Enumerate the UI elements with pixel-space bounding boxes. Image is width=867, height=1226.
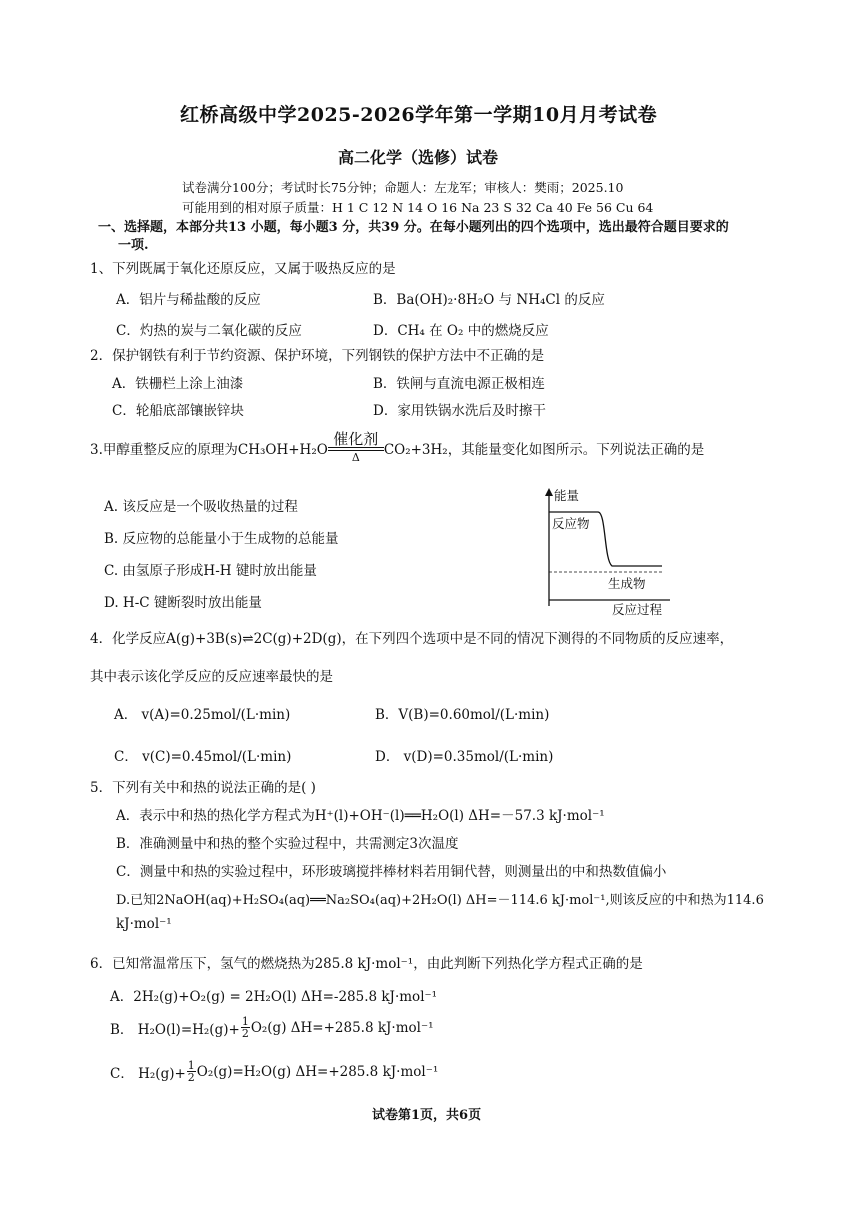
y-axis-arrow [545,488,553,496]
product-label: 生成物 [608,576,646,591]
q6-option-c-fraction [187,1060,196,1083]
fraction-denominator: 2 [187,1071,195,1084]
q6-option-b-fraction [241,1016,250,1039]
catalyst-arrow [328,432,384,464]
q3-option-d: D. H-C 键断裂时放出能量 [104,595,262,611]
q1-option-d: D．CH₄ 在 O₂ 中的燃烧反应 [373,323,549,339]
q6-option-b-pre: B． H₂O(l)=H₂(g)+ [110,1021,240,1038]
q3-option-b: B. 反应物的总能量小于生成物的总能量 [104,531,339,547]
q6-option-c-pre: C． H₂(g)+ [110,1065,186,1082]
section-heading: 一、选择题，本部分共13 小题，每小题3 分，共39 分。在每小题列出的四个选项中，选出最符合题目要求的 [98,220,729,235]
q5-option-a: A．表示中和热的热化学方程式为H⁺(l)+OH⁻(l)══H₂O(l) ΔH=－57.3 kJ·mol⁻¹ [116,808,605,824]
q6-stem: 6．已知常温常压下，氢气的燃烧热为285.8 kJ·mol⁻¹，由此判断下列热化学方程式正确的是 [90,956,643,972]
page-footer: 试卷第1页，共6页 [372,1108,482,1123]
exam-title: 红桥高级中学2025-2026学年第一学期10月月考试卷 [180,104,658,126]
q6-option-b [110,1016,434,1039]
exam-subtitle: 高二化学（选修）试卷 [338,148,499,167]
heat-label: Δ [351,451,360,464]
q5-option-b: B．准确测量中和热的整个实验过程中，共需测定3次温度 [116,836,459,852]
q1-option-a: A．铝片与稀盐酸的反应 [116,292,261,308]
q2-option-c: C．轮船底部镶嵌锌块 [112,403,244,419]
q4-stem-line2: 其中表示该化学反应的反应速率最快的是 [90,669,333,685]
q4-stem-line1: 4．化学反应A(g)+3B(s)⇌2C(g)+2D(g)，在下列四个选项中是不同的情况下测得的不同物质的反应速率， [90,631,734,647]
q3-stem-post: CO₂+3H₂，其能量变化如图所示。下列说法正确的是 [383,442,705,458]
q5-stem: 5．下列有关中和热的说法正确的是( ) [90,780,316,796]
q6-option-a: A．2H₂(g)+O₂(g) = 2H₂O(l) ΔH=-285.8 kJ·mol⁻¹ [110,989,438,1005]
q1-option-c: C．灼热的炭与二氧化碳的反应 [116,323,302,339]
energy-diagram-svg [540,486,680,616]
q3-option-a: A. 该反应是一个吸收热量的过程 [104,499,298,515]
q4-option-a: A． v(A)=0.25mol/(L·min) [114,707,291,723]
q6-option-c [110,1060,438,1083]
q6-option-c-post: O₂(g)=H₂O(g) ΔH=+285.8 kJ·mol⁻¹ [196,1063,439,1080]
energy-axis-label: 能量 [554,488,580,503]
q1-option-b: B．Ba(OH)₂·8H₂O 与 NH₄Cl 的反应 [373,292,605,308]
q2-option-a: A．铁栅栏上涂上油漆 [112,376,244,392]
atomic-mass-line: 可能用到的相对原子质量：H 1 C 12 N 14 O 16 Na 23 S 32 Ca 40 Fe 56 Cu 64 [182,200,654,215]
reaction-progress-label: 反应过程 [612,602,663,617]
q5-option-d-line2: kJ·mol⁻¹ [116,916,172,932]
q5-option-c: C．测量中和热的实验过程中，环形玻璃搅拌棒材料若用铜代替，则测量出的中和热数值偏小 [116,864,667,880]
q3-stem-pre: 3.甲醇重整反应的原理为CH₃OH+H₂O [90,442,328,458]
q2-option-b: B．铁闸与直流电源正极相连 [373,376,545,392]
q2-option-d: D．家用铁锅水洗后及时擦干 [373,403,546,419]
energy-diagram [540,486,680,616]
section-heading-cont: 一项. [118,238,149,253]
q5-option-d-line1: D.已知2NaOH(aq)+H₂SO₄(aq)══Na₂SO₄(aq)+2H₂O(l) ΔH=－114.6 kJ·mol⁻¹,则该反应的中和热为114.6 [116,893,764,908]
fraction-numerator: 1 [241,1015,249,1028]
q4-option-c: C． v(C)=0.45mol/(L·min) [114,749,292,765]
q3-option-c: C. 由氢原子形成H-H 键时放出能量 [104,563,317,579]
reactant-label: 反应物 [552,516,590,531]
q3-stem [90,432,704,464]
catalyst-label: 催化剂 [333,430,379,448]
fraction-numerator: 1 [187,1059,195,1072]
q2-stem: 2．保护钢铁有利于节约资源、保护环境，下列钢铁的保护方法中不正确的是 [90,348,545,364]
q1-stem: 1、下列既属于氧化还原反应，又属于吸热反应的是 [90,261,396,277]
q4-option-b: B．V(B)=0.60mol/(L·min) [375,707,550,723]
q6-option-b-post: O₂(g) ΔH=+285.8 kJ·mol⁻¹ [250,1019,434,1036]
exam-meta-line1: 试卷满分100分；考试时长75分钟；命题人：左龙军；审核人：樊雨；2025.10 [182,180,624,195]
q4-option-d: D． v(D)=0.35mol/(L·min) [375,749,554,765]
fraction-denominator: 2 [241,1027,249,1040]
